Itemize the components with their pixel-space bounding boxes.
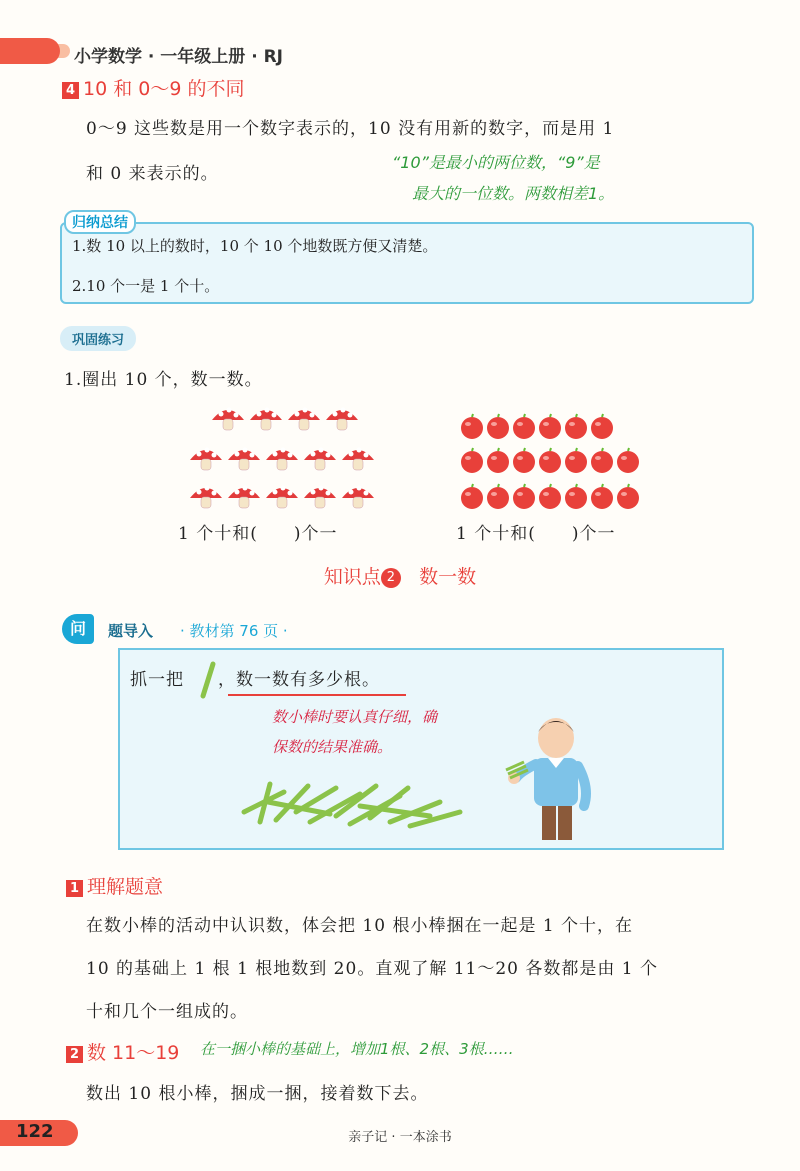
section-2-heading [66,1038,179,1065]
stick-icon [197,660,219,700]
summary-tag: 归纳总结 [64,210,136,234]
page-number: 122 [16,1121,54,1142]
section-4-heading [62,74,244,101]
paragraph-line: 在数小棒的活动中认识数，体会把 10 根小棒捆在一起是 1 个十，在 [86,916,634,936]
textbook-page-ref: · 教材第 76 页 · [180,622,288,640]
section-number: 4 [62,82,79,99]
paragraph-line: 数出 10 根小棒，捆成一捆，接着数下去。 [86,1084,429,1104]
boy-illustration [498,712,608,844]
intro-text: ，数一数有多少根。 [218,670,380,690]
summary-item: 2.10 个一是 1 个十。 [72,277,220,295]
handwritten-note: 数小棒时要认真仔细，确 [272,708,438,726]
kp-title: 数一数 [419,566,477,588]
paragraph-line: 10 的基础上 1 根 1 根地数到 20。直观了解 11～20 各数都是由 1 个 [86,959,659,979]
underline [228,694,406,696]
handwritten-note: 保数的结果准确。 [272,738,393,756]
handwritten-note: “10”是最小的两位数，“9”是 [392,153,600,172]
mushroom-illustration [180,402,380,520]
handwritten-note: 最大的一位数。两数相差1。 [412,184,615,203]
question-1: 1.圈出 10 个，数一数。 [64,370,263,390]
section-1-heading [66,872,163,899]
book-title: 小学数学 · 一年级上册 · RJ [74,47,284,67]
section-title: 数 11～19 [87,1042,180,1064]
paragraph-line: 十和几个一组成的。 [86,1002,248,1022]
intro-label: 题导入 [108,622,154,640]
practice-tag: 巩固练习 [60,326,136,351]
answer-blank[interactable]: 1 个十和( )个一 [178,524,338,544]
handwritten-note: 在一捆小棒的基础上，增加1根、2根、3根…… [200,1040,514,1058]
paragraph-line: 0～9 这些数是用一个数字表示的，10 没有用新的数字，而是用 1 [86,119,615,139]
intro-text: 抓一把 [130,670,184,690]
section-title: 理解题意 [87,876,164,898]
answer-blank[interactable]: 1 个十和( )个一 [456,524,616,544]
kp-prefix: 知识点 [323,566,381,588]
header-decoration [0,38,60,64]
apple-illustration [458,410,658,520]
intro-badge: 问 [62,614,94,644]
paragraph-line: 和 0 来表示的。 [86,164,219,184]
sticks-pile-illustration [240,772,470,832]
footer-text: 亲子记 · 一本涂书 [348,1130,452,1145]
knowledge-point-title [0,562,800,589]
summary-item: 1.数 10 以上的数时，10 个 10 个地数既方便又清楚。 [72,237,438,255]
section-number: 1 [66,880,83,897]
section-number: 2 [66,1046,83,1063]
section-title: 10 和 0～9 的不同 [83,78,245,100]
kp-number: 2 [381,568,401,588]
